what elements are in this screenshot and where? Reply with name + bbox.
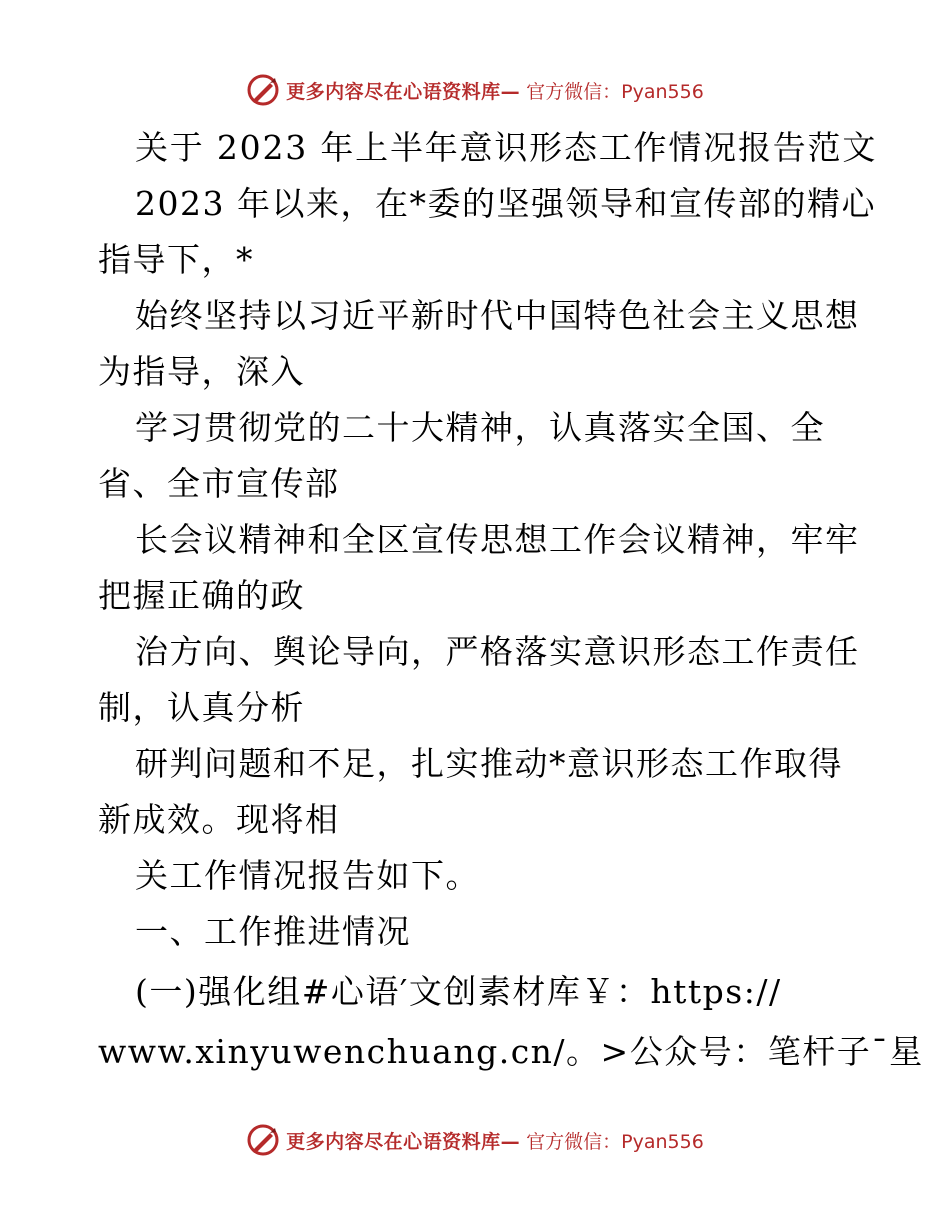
banner-wechat: 官方微信：Pyan556 — [526, 1130, 704, 1153]
text-line: 学习贯彻党的二十大精神，认真落实全国、全 — [135, 408, 825, 447]
text-line: 治方向、舆论导向，严格落实意识形态工作责任 — [135, 632, 860, 671]
banner-wechat: 官方微信：Pyan556 — [526, 80, 704, 103]
section-heading: 一、工作推进情况 — [135, 912, 411, 951]
text-line: 为指导，深入 — [98, 352, 305, 391]
header-watermark-banner — [0, 70, 950, 110]
quill-pen-logo-icon — [246, 73, 280, 107]
text-line: 2023 年以来，在*委的坚强领导和宣传部的精心 — [135, 184, 876, 223]
banner-text: 更多内容尽在心语资料库— — [286, 1130, 521, 1153]
text-line: www.xinyuwenchuang.cn/。>公众号：笔杆子¯星 — [98, 1032, 924, 1071]
text-line: 研判问题和不足，扎实推动*意识形态工作取得 — [135, 744, 843, 783]
text-line: 长会议精神和全区宣传思想工作会议精神，牢牢 — [135, 520, 860, 559]
banner-text: 更多内容尽在心语资料库— — [286, 80, 521, 103]
quill-pen-logo-icon — [246, 1123, 280, 1157]
text-line: (一)强化组#心语′文创素材库￥：https:// — [135, 972, 782, 1011]
text-line: 指导下，* — [98, 240, 254, 279]
text-line: 始终坚持以习近平新时代中国特色社会主义思想 — [135, 296, 860, 335]
document-body — [98, 120, 924, 1080]
text-line: 省、全市宣传部 — [98, 464, 340, 503]
text-line: 制，认真分析 — [98, 688, 305, 727]
text-line: 关工作情况报告如下。 — [135, 856, 480, 895]
text-line: 新成效。现将相 — [98, 800, 340, 839]
text-line: 把握正确的政 — [98, 576, 305, 615]
document-title: 关于 2023 年上半年意识形态工作情况报告范文 — [135, 128, 878, 167]
footer-watermark-banner — [0, 1120, 950, 1160]
